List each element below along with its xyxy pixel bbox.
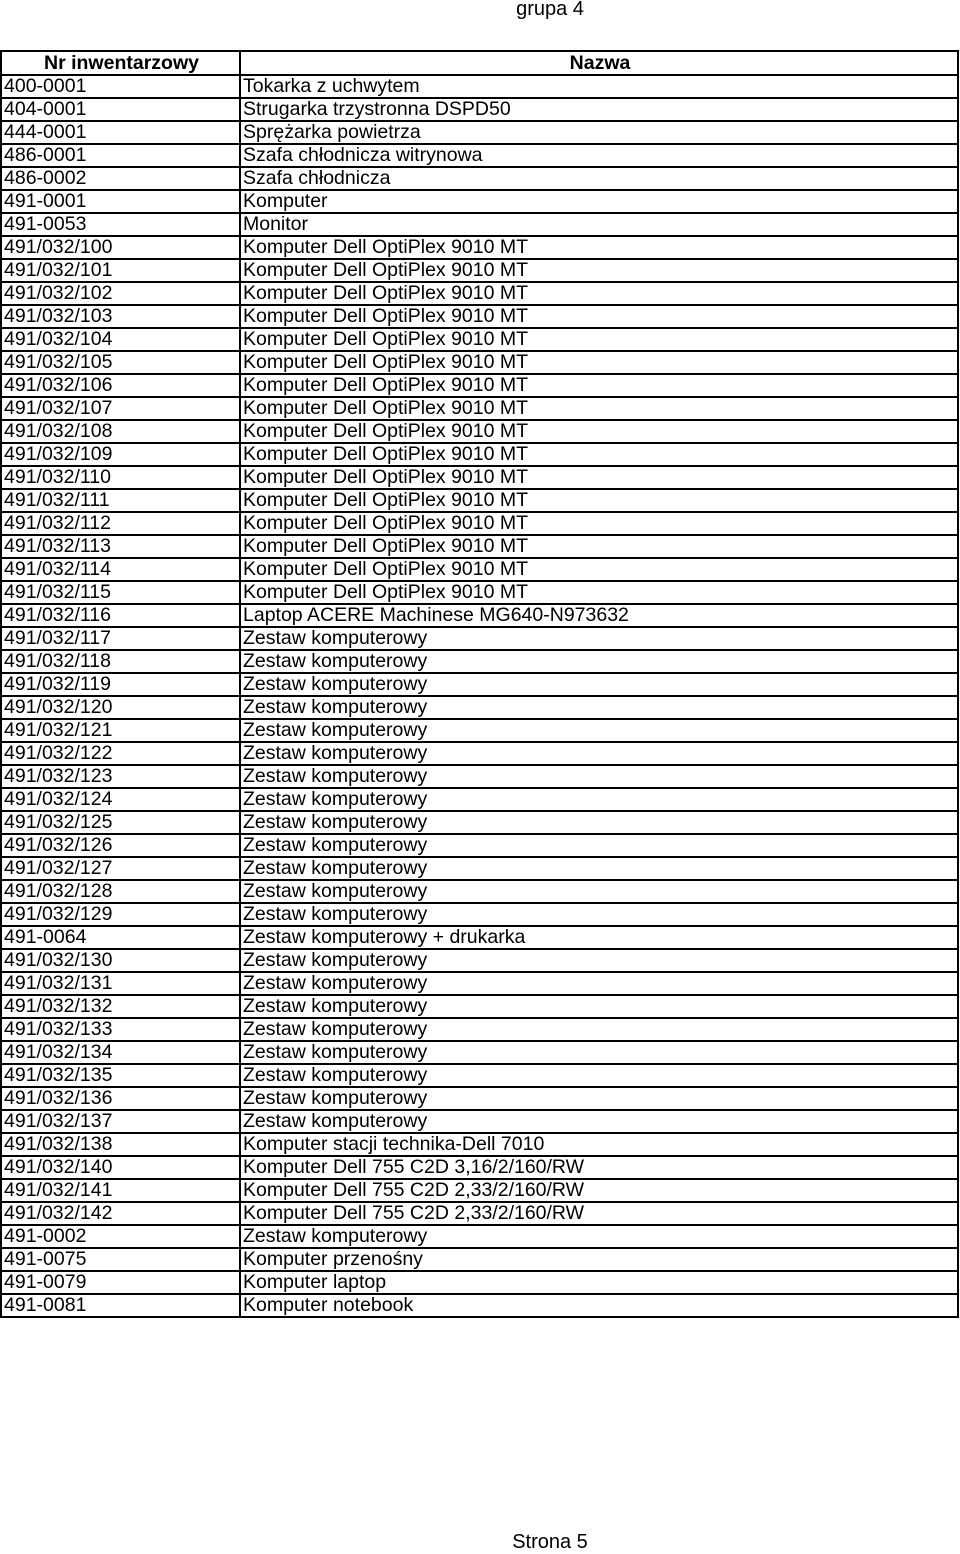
item-name-cell: Komputer Dell 755 C2D 2,33/2/160/RW [240, 1179, 958, 1202]
item-name-cell: Komputer Dell OptiPlex 9010 MT [240, 466, 958, 489]
inventory-number-cell: 491/032/126 [1, 834, 240, 857]
inventory-number-cell: 491/032/109 [1, 443, 240, 466]
inventory-number-cell: 491/032/106 [1, 374, 240, 397]
table-row [1, 788, 958, 811]
inventory-number-cell: 491/032/116 [1, 604, 240, 627]
item-name-cell: Tokarka z uchwytem [240, 75, 958, 98]
item-name-cell: Zestaw komputerowy [240, 650, 958, 673]
inventory-number-cell: 491-0053 [1, 213, 240, 236]
inventory-number-cell: 404-0001 [1, 98, 240, 121]
page-number: Strona 5 [512, 1531, 588, 1553]
inventory-number-cell: 491/032/120 [1, 696, 240, 719]
item-name-cell: Zestaw komputerowy [240, 857, 958, 880]
table-row [1, 719, 958, 742]
table-row [1, 466, 958, 489]
item-name-cell: Zestaw komputerowy [240, 1087, 958, 1110]
item-name-cell: Monitor [240, 213, 958, 236]
item-name-cell: Zestaw komputerowy [240, 1041, 958, 1064]
table-row [1, 397, 958, 420]
item-name-cell: Laptop ACERE Machinese MG640-N973632 [240, 604, 958, 627]
table-row [1, 1294, 958, 1317]
inventory-number-cell: 491/032/117 [1, 627, 240, 650]
inventory-number-cell: 491/032/119 [1, 673, 240, 696]
inventory-number-cell: 491/032/133 [1, 1018, 240, 1041]
inventory-number-cell: 491-0064 [1, 926, 240, 949]
table-row [1, 627, 958, 650]
inventory-number-cell: 491/032/101 [1, 259, 240, 282]
item-name-cell: Komputer notebook [240, 1294, 958, 1317]
item-name-cell: Zestaw komputerowy [240, 1064, 958, 1087]
table-row [1, 535, 958, 558]
item-name-cell: Zestaw komputerowy [240, 696, 958, 719]
item-name-cell: Komputer Dell OptiPlex 9010 MT [240, 397, 958, 420]
inventory-number-cell: 491/032/130 [1, 949, 240, 972]
item-name-cell: Komputer Dell OptiPlex 9010 MT [240, 351, 958, 374]
column-header-nr: Nr inwentarzowy [1, 51, 240, 75]
inventory-number-cell: 491/032/122 [1, 742, 240, 765]
inventory-number-cell: 444-0001 [1, 121, 240, 144]
table-row [1, 144, 958, 167]
inventory-number-cell: 491-0075 [1, 1248, 240, 1271]
table-row [1, 1041, 958, 1064]
inventory-number-cell: 491/032/102 [1, 282, 240, 305]
inventory-number-cell: 491/032/112 [1, 512, 240, 535]
item-name-cell: Komputer Dell OptiPlex 9010 MT [240, 328, 958, 351]
inventory-number-cell: 491/032/123 [1, 765, 240, 788]
table-row [1, 581, 958, 604]
item-name-cell: Szafa chłodnicza [240, 167, 958, 190]
item-name-cell: Zestaw komputerowy [240, 765, 958, 788]
inventory-number-cell: 491/032/135 [1, 1064, 240, 1087]
item-name-cell: Komputer Dell 755 C2D 3,16/2/160/RW [240, 1156, 958, 1179]
inventory-number-cell: 491/032/124 [1, 788, 240, 811]
table-row [1, 167, 958, 190]
table-row [1, 190, 958, 213]
table-header [1, 51, 958, 75]
table-row [1, 972, 958, 995]
inventory-number-cell: 491/032/114 [1, 558, 240, 581]
column-header-nazwa: Nazwa [240, 51, 958, 75]
table-row [1, 604, 958, 627]
table-row [1, 1271, 958, 1294]
inventory-number-cell: 491/032/100 [1, 236, 240, 259]
item-name-cell: Zestaw komputerowy [240, 1110, 958, 1133]
inventory-number-cell: 491/032/115 [1, 581, 240, 604]
item-name-cell: Komputer Dell OptiPlex 9010 MT [240, 259, 958, 282]
inventory-number-cell: 491/032/136 [1, 1087, 240, 1110]
table-row [1, 1179, 958, 1202]
table-row [1, 374, 958, 397]
inventory-number-cell: 491/032/111 [1, 489, 240, 512]
inventory-number-cell: 491/032/121 [1, 719, 240, 742]
table-row [1, 305, 958, 328]
table-row [1, 650, 958, 673]
table-row [1, 75, 958, 98]
table-row [1, 328, 958, 351]
table-row [1, 1225, 958, 1248]
item-name-cell: Zestaw komputerowy [240, 972, 958, 995]
inventory-number-cell: 491/032/107 [1, 397, 240, 420]
table-row [1, 742, 958, 765]
header-row [1, 51, 958, 75]
table-row [1, 1087, 958, 1110]
inventory-number-cell: 491/032/110 [1, 466, 240, 489]
item-name-cell: Komputer Dell 755 C2D 2,33/2/160/RW [240, 1202, 958, 1225]
table-row [1, 995, 958, 1018]
item-name-cell: Komputer Dell OptiPlex 9010 MT [240, 489, 958, 512]
table-row [1, 1018, 958, 1041]
table-row [1, 1064, 958, 1087]
table-row [1, 949, 958, 972]
item-name-cell: Zestaw komputerowy [240, 949, 958, 972]
table-row [1, 903, 958, 926]
inventory-number-cell: 491/032/127 [1, 857, 240, 880]
table-row [1, 213, 958, 236]
table-row [1, 351, 958, 374]
group-label: grupa 4 [516, 0, 584, 20]
inventory-number-cell: 491/032/138 [1, 1133, 240, 1156]
table-row [1, 673, 958, 696]
inventory-number-cell: 491-0002 [1, 1225, 240, 1248]
table-row [1, 489, 958, 512]
table-row [1, 811, 958, 834]
item-name-cell: Komputer Dell OptiPlex 9010 MT [240, 443, 958, 466]
table-row [1, 98, 958, 121]
item-name-cell: Zestaw komputerowy [240, 995, 958, 1018]
inventory-number-cell: 491/032/137 [1, 1110, 240, 1133]
item-name-cell: Zestaw komputerowy [240, 903, 958, 926]
item-name-cell: Zestaw komputerowy [240, 627, 958, 650]
item-name-cell: Komputer przenośny [240, 1248, 958, 1271]
table-row [1, 121, 958, 144]
item-name-cell: Zestaw komputerowy [240, 811, 958, 834]
inventory-number-cell: 491/032/103 [1, 305, 240, 328]
item-name-cell: Komputer Dell OptiPlex 9010 MT [240, 374, 958, 397]
item-name-cell: Komputer [240, 190, 958, 213]
inventory-number-cell: 491/032/108 [1, 420, 240, 443]
item-name-cell: Zestaw komputerowy [240, 880, 958, 903]
item-name-cell: Zestaw komputerowy [240, 788, 958, 811]
inventory-number-cell: 491-0081 [1, 1294, 240, 1317]
inventory-number-cell: 491/032/131 [1, 972, 240, 995]
table-row [1, 880, 958, 903]
item-name-cell: Komputer Dell OptiPlex 9010 MT [240, 236, 958, 259]
inventory-number-cell: 491/032/113 [1, 535, 240, 558]
table-row [1, 236, 958, 259]
table-row [1, 1248, 958, 1271]
item-name-cell: Komputer Dell OptiPlex 9010 MT [240, 558, 958, 581]
item-name-cell: Zestaw komputerowy [240, 1225, 958, 1248]
inventory-number-cell: 400-0001 [1, 75, 240, 98]
inventory-number-cell: 491/032/134 [1, 1041, 240, 1064]
table-row [1, 282, 958, 305]
inventory-number-cell: 491/032/128 [1, 880, 240, 903]
item-name-cell: Komputer laptop [240, 1271, 958, 1294]
item-name-cell: Komputer Dell OptiPlex 9010 MT [240, 535, 958, 558]
table-row [1, 1133, 958, 1156]
inventory-number-cell: 491-0001 [1, 190, 240, 213]
item-name-cell: Szafa chłodnicza witrynowa [240, 144, 958, 167]
table-row [1, 443, 958, 466]
item-name-cell: Komputer Dell OptiPlex 9010 MT [240, 305, 958, 328]
inventory-number-cell: 491-0079 [1, 1271, 240, 1294]
table-row [1, 1202, 958, 1225]
table-row [1, 765, 958, 788]
inventory-number-cell: 486-0002 [1, 167, 240, 190]
item-name-cell: Komputer Dell OptiPlex 9010 MT [240, 282, 958, 305]
table-row [1, 834, 958, 857]
item-name-cell: Zestaw komputerowy + drukarka [240, 926, 958, 949]
table-row [1, 259, 958, 282]
item-name-cell: Zestaw komputerowy [240, 673, 958, 696]
inventory-number-cell: 491/032/104 [1, 328, 240, 351]
inventory-number-cell: 486-0001 [1, 144, 240, 167]
item-name-cell: Zestaw komputerowy [240, 742, 958, 765]
item-name-cell: Komputer Dell OptiPlex 9010 MT [240, 512, 958, 535]
table-row [1, 558, 958, 581]
item-name-cell: Sprężarka powietrza [240, 121, 958, 144]
item-name-cell: Strugarka trzystronna DSPD50 [240, 98, 958, 121]
table-row [1, 420, 958, 443]
item-name-cell: Zestaw komputerowy [240, 719, 958, 742]
table-body [1, 75, 958, 1317]
table-row [1, 512, 958, 535]
item-name-cell: Zestaw komputerowy [240, 1018, 958, 1041]
item-name-cell: Zestaw komputerowy [240, 834, 958, 857]
inventory-number-cell: 491/032/141 [1, 1179, 240, 1202]
inventory-number-cell: 491/032/105 [1, 351, 240, 374]
table-row [1, 1110, 958, 1133]
table-row [1, 857, 958, 880]
inventory-number-cell: 491/032/140 [1, 1156, 240, 1179]
table-row [1, 1156, 958, 1179]
table-row [1, 926, 958, 949]
inventory-number-cell: 491/032/125 [1, 811, 240, 834]
item-name-cell: Komputer Dell OptiPlex 9010 MT [240, 420, 958, 443]
item-name-cell: Komputer Dell OptiPlex 9010 MT [240, 581, 958, 604]
inventory-number-cell: 491/032/142 [1, 1202, 240, 1225]
inventory-number-cell: 491/032/132 [1, 995, 240, 1018]
inventory-number-cell: 491/032/118 [1, 650, 240, 673]
inventory-number-cell: 491/032/129 [1, 903, 240, 926]
table-row [1, 696, 958, 719]
item-name-cell: Komputer stacji technika-Dell 7010 [240, 1133, 958, 1156]
inventory-table [0, 50, 959, 1318]
